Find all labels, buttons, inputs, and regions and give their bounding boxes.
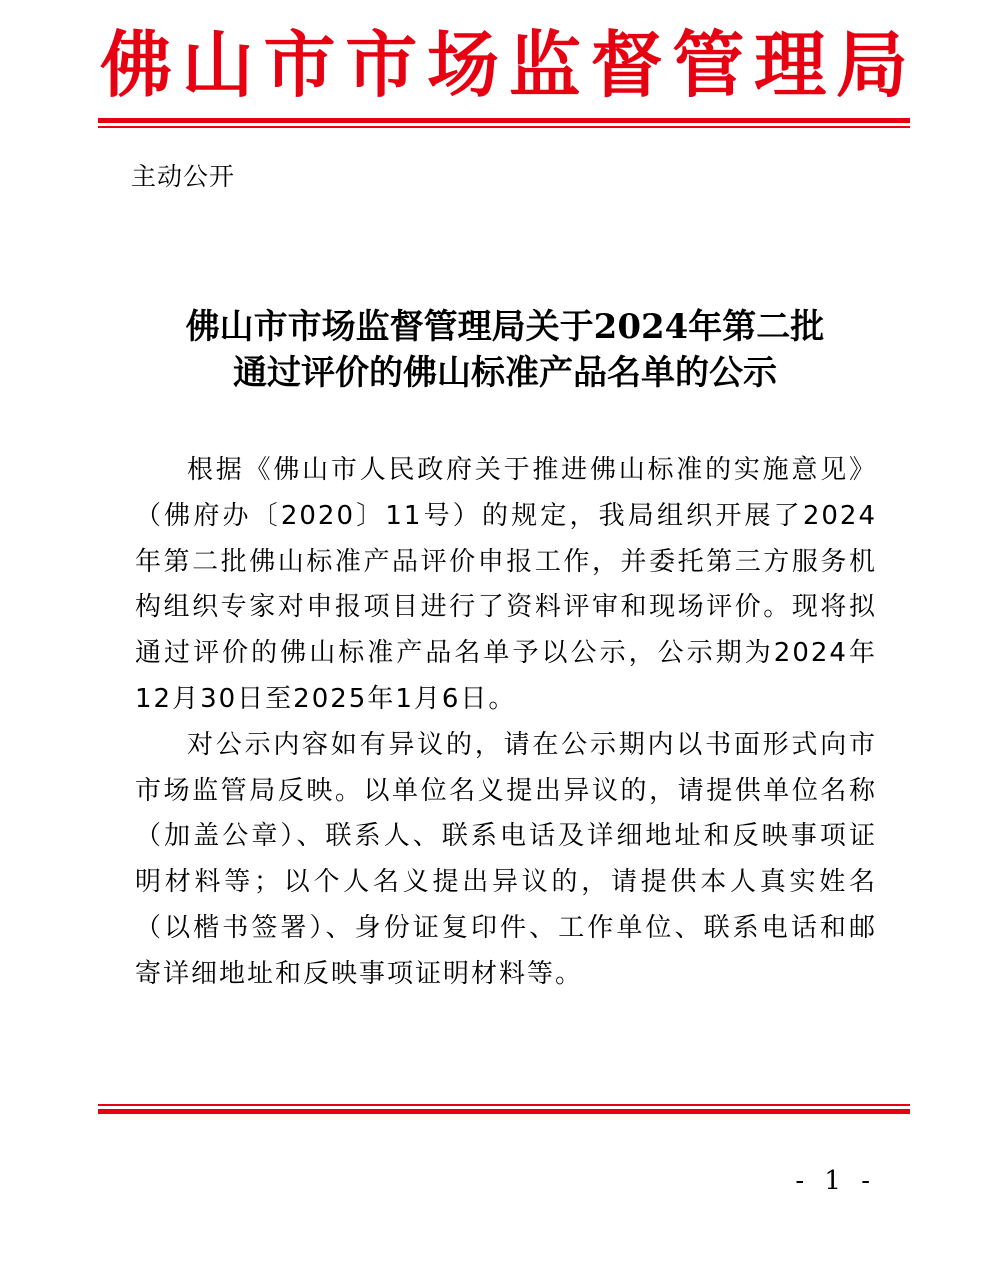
header-title	[98, 22, 910, 108]
header-char: 佛	[99, 22, 172, 107]
header-char: 管	[672, 22, 745, 107]
document-title	[100, 304, 910, 396]
header-divider-thick	[98, 118, 910, 123]
document-body	[135, 448, 877, 998]
header-char: 市	[345, 22, 418, 107]
header-char: 局	[835, 22, 908, 107]
header-char: 山	[181, 22, 254, 107]
header-char: 市	[263, 22, 336, 107]
header-divider-thin	[98, 126, 910, 128]
document-title-line-1: 佛山市市场监督管理局关于2024年第二批	[185, 307, 825, 347]
footer-divider-thin	[98, 1104, 910, 1106]
footer-divider-thick	[98, 1109, 910, 1114]
body-paragraph-1: 根据《佛山市人民政府关于推进佛山标准的实施意见》（佛府办〔2020〕11号）的规定，我局组织开展了2024年第二批佛山标准产品评价申报工作，并委托第三方服务机构组织专家对申报项目进行了资料评审和现场评价。现将拟通过评价的佛山标准产品名单予以公示，公示期为2024年12月30日至2025年1月6日。	[135, 455, 877, 714]
header-char: 场	[427, 22, 500, 107]
header-char: 监	[508, 22, 581, 107]
body-paragraph-2: 对公示内容如有异议的，请在公示期内以书面形式向市市场监管局反映。以单位名义提出异议的，请提供单位名称（加盖公章）、联系人、联系电话及详细地址和反映事项证明材料等；以个人名义提出异议的，请提供本人真实姓名（以楷书签署）、身份证复印件、工作单位、联系电话和邮寄详细地址和反映事项证明材料等。	[135, 729, 877, 989]
document-title-line-2: 通过评价的佛山标准产品名单的公示	[233, 353, 777, 393]
header-char: 督	[590, 22, 663, 107]
header-char: 理	[754, 22, 827, 107]
disclosure-label: 主动公开	[131, 162, 236, 191]
page-number: - 1 -	[795, 1166, 876, 1196]
